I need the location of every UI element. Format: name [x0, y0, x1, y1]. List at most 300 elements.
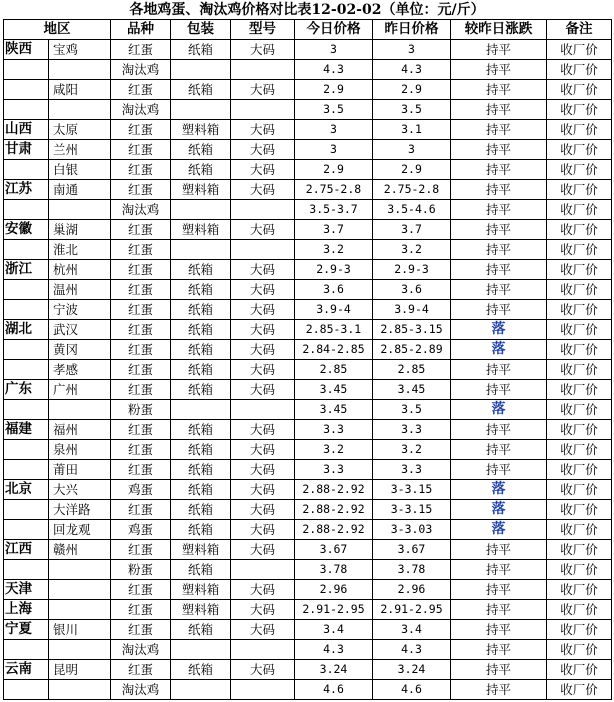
- yesterday-price-cell: 2.85-2.89: [373, 340, 451, 360]
- table-row: [4, 440, 612, 460]
- today-price-cell: 3.78: [295, 560, 373, 580]
- packaging-cell: [171, 100, 231, 120]
- size-cell: 大码: [231, 140, 295, 160]
- today-price-cell: 2.88-2.92: [295, 520, 373, 540]
- table-row: [4, 40, 612, 60]
- today-price-cell: 3.3: [295, 460, 373, 480]
- note-cell: 收厂价: [547, 540, 612, 560]
- price-table: [3, 19, 612, 700]
- city-cell: 昆明: [49, 660, 111, 680]
- city-cell: [49, 400, 111, 420]
- size-cell: 大码: [231, 220, 295, 240]
- today-price-cell: 2.88-2.92: [295, 500, 373, 520]
- size-cell: [231, 200, 295, 220]
- page-title: 各地鸡蛋、淘汰鸡价格对比表12-02-02（单位：元/斤）: [129, 2, 485, 18]
- note-cell: 收厂价: [547, 100, 612, 120]
- city-cell: 温州: [49, 280, 111, 300]
- table-row: [4, 620, 612, 640]
- city-cell: 福州: [49, 420, 111, 440]
- change-cell: 持平: [451, 260, 547, 280]
- province-cell: 安徽: [4, 220, 49, 240]
- city-cell: 太原: [49, 120, 111, 140]
- province-cell: 福建: [4, 420, 49, 440]
- packaging-cell: 纸箱: [171, 260, 231, 280]
- change-cell: 持平: [451, 600, 547, 620]
- province-cell: 天津: [4, 580, 49, 600]
- table-row: [4, 480, 612, 500]
- city-cell: 大洋路: [49, 500, 111, 520]
- change-cell: 持平: [451, 660, 547, 680]
- yesterday-price-cell: 3.1: [373, 120, 451, 140]
- packaging-cell: 纸箱: [171, 300, 231, 320]
- size-cell: [231, 400, 295, 420]
- note-cell: 收厂价: [547, 560, 612, 580]
- today-price-cell: 3.67: [295, 540, 373, 560]
- size-cell: 大码: [231, 500, 295, 520]
- variety-cell: 红蛋: [111, 140, 171, 160]
- note-cell: 收厂价: [547, 360, 612, 380]
- today-price-cell: 3.3: [295, 420, 373, 440]
- change-cell: 持平: [451, 300, 547, 320]
- city-cell: [49, 200, 111, 220]
- today-price-cell: 3: [295, 40, 373, 60]
- table-row: [4, 80, 612, 100]
- province-cell: [4, 520, 49, 540]
- note-cell: 收厂价: [547, 340, 612, 360]
- size-cell: 大码: [231, 420, 295, 440]
- city-cell: [49, 60, 111, 80]
- size-cell: [231, 240, 295, 260]
- packaging-cell: 纸箱: [171, 380, 231, 400]
- variety-cell: 红蛋: [111, 180, 171, 200]
- yesterday-price-cell: 2.85: [373, 360, 451, 380]
- header-change: 较昨日涨跌: [451, 20, 547, 40]
- table-row: [4, 360, 612, 380]
- province-cell: 浙江: [4, 260, 49, 280]
- change-cell: 持平: [451, 220, 547, 240]
- variety-cell: 红蛋: [111, 420, 171, 440]
- note-cell: 收厂价: [547, 160, 612, 180]
- province-cell: 云南: [4, 660, 49, 680]
- yesterday-price-cell: 3: [373, 40, 451, 60]
- today-price-cell: 2.9: [295, 160, 373, 180]
- today-price-cell: 3.45: [295, 400, 373, 420]
- note-cell: 收厂价: [547, 60, 612, 80]
- today-price-cell: 3.2: [295, 440, 373, 460]
- size-cell: [231, 100, 295, 120]
- change-cell: 持平: [451, 380, 547, 400]
- change-cell: 落: [451, 520, 547, 540]
- city-cell: 宝鸡: [49, 40, 111, 60]
- table-row: [4, 200, 612, 220]
- note-cell: 收厂价: [547, 200, 612, 220]
- today-price-cell: 2.85-3.1: [295, 320, 373, 340]
- table-row: [4, 680, 612, 700]
- variety-cell: 淘汰鸡: [111, 680, 171, 700]
- packaging-cell: 纸箱: [171, 80, 231, 100]
- change-cell: 持平: [451, 620, 547, 640]
- yesterday-price-cell: 2.85-3.15: [373, 320, 451, 340]
- yesterday-price-cell: 2.9-3: [373, 260, 451, 280]
- change-cell: 落: [451, 320, 547, 340]
- size-cell: 大码: [231, 540, 295, 560]
- packaging-cell: [171, 400, 231, 420]
- table-row: [4, 580, 612, 600]
- header-yesterday-price: 昨日价格: [373, 20, 451, 40]
- yesterday-price-cell: 3.5-4.6: [373, 200, 451, 220]
- yesterday-price-cell: 3-3.03: [373, 520, 451, 540]
- size-cell: 大码: [231, 480, 295, 500]
- note-cell: 收厂价: [547, 640, 612, 660]
- city-cell: 大兴: [49, 480, 111, 500]
- size-cell: [231, 680, 295, 700]
- province-cell: [4, 240, 49, 260]
- yesterday-price-cell: 3.3: [373, 420, 451, 440]
- variety-cell: 红蛋: [111, 660, 171, 680]
- packaging-cell: 纸箱: [171, 480, 231, 500]
- variety-cell: 鸡蛋: [111, 520, 171, 540]
- packaging-cell: [171, 640, 231, 660]
- change-cell: 持平: [451, 200, 547, 220]
- size-cell: [231, 60, 295, 80]
- today-price-cell: 3.2: [295, 240, 373, 260]
- city-cell: 兰州: [49, 140, 111, 160]
- yesterday-price-cell: 3.24: [373, 660, 451, 680]
- today-price-cell: 2.84-2.85: [295, 340, 373, 360]
- change-cell: 持平: [451, 460, 547, 480]
- change-cell: 持平: [451, 160, 547, 180]
- yesterday-price-cell: 3.5: [373, 100, 451, 120]
- city-cell: 赣州: [49, 540, 111, 560]
- packaging-cell: 纸箱: [171, 520, 231, 540]
- note-cell: 收厂价: [547, 660, 612, 680]
- change-cell: 持平: [451, 120, 547, 140]
- packaging-cell: 纸箱: [171, 340, 231, 360]
- today-price-cell: 2.9-3: [295, 260, 373, 280]
- today-price-cell: 3.7: [295, 220, 373, 240]
- variety-cell: 淘汰鸡: [111, 640, 171, 660]
- packaging-cell: 纸箱: [171, 320, 231, 340]
- packaging-cell: 纸箱: [171, 160, 231, 180]
- variety-cell: 淘汰鸡: [111, 60, 171, 80]
- table-row: [4, 340, 612, 360]
- yesterday-price-cell: 3.78: [373, 560, 451, 580]
- packaging-cell: 纸箱: [171, 620, 231, 640]
- packaging-cell: 纸箱: [171, 420, 231, 440]
- note-cell: 收厂价: [547, 240, 612, 260]
- city-cell: [49, 560, 111, 580]
- city-cell: [49, 580, 111, 600]
- size-cell: 大码: [231, 300, 295, 320]
- today-price-cell: 3.45: [295, 380, 373, 400]
- size-cell: [231, 560, 295, 580]
- variety-cell: 红蛋: [111, 540, 171, 560]
- variety-cell: 红蛋: [111, 160, 171, 180]
- province-cell: [4, 500, 49, 520]
- today-price-cell: 4.6: [295, 680, 373, 700]
- note-cell: 收厂价: [547, 380, 612, 400]
- table-row: [4, 280, 612, 300]
- variety-cell: 红蛋: [111, 240, 171, 260]
- city-cell: 杭州: [49, 260, 111, 280]
- table-row: [4, 600, 612, 620]
- change-cell: 持平: [451, 280, 547, 300]
- table-row: [4, 400, 612, 420]
- note-cell: 收厂价: [547, 180, 612, 200]
- header-note: 备注: [547, 20, 612, 40]
- change-cell: 持平: [451, 540, 547, 560]
- note-cell: 收厂价: [547, 680, 612, 700]
- province-cell: 江苏: [4, 180, 49, 200]
- table-body: [4, 40, 612, 700]
- size-cell: 大码: [231, 40, 295, 60]
- today-price-cell: 3.5-3.7: [295, 200, 373, 220]
- note-cell: 收厂价: [547, 140, 612, 160]
- note-cell: 收厂价: [547, 420, 612, 440]
- province-cell: [4, 300, 49, 320]
- size-cell: 大码: [231, 660, 295, 680]
- today-price-cell: 2.96: [295, 580, 373, 600]
- change-cell: 持平: [451, 440, 547, 460]
- variety-cell: 红蛋: [111, 40, 171, 60]
- today-price-cell: 3.9-4: [295, 300, 373, 320]
- city-cell: 南通: [49, 180, 111, 200]
- header-packaging: 包装: [171, 20, 231, 40]
- packaging-cell: 纸箱: [171, 40, 231, 60]
- change-cell: 持平: [451, 80, 547, 100]
- table-row: [4, 640, 612, 660]
- packaging-cell: [171, 200, 231, 220]
- yesterday-price-cell: 4.3: [373, 640, 451, 660]
- today-price-cell: 3.5: [295, 100, 373, 120]
- size-cell: 大码: [231, 160, 295, 180]
- header-size: 型号: [231, 20, 295, 40]
- table-row: [4, 460, 612, 480]
- province-cell: [4, 640, 49, 660]
- province-cell: 广东: [4, 380, 49, 400]
- table-row: [4, 220, 612, 240]
- variety-cell: 红蛋: [111, 500, 171, 520]
- province-cell: [4, 460, 49, 480]
- city-cell: 莆田: [49, 460, 111, 480]
- province-cell: [4, 560, 49, 580]
- province-cell: 上海: [4, 600, 49, 620]
- yesterday-price-cell: 3.6: [373, 280, 451, 300]
- city-cell: 淮北: [49, 240, 111, 260]
- province-cell: [4, 340, 49, 360]
- today-price-cell: 4.3: [295, 60, 373, 80]
- table-row: [4, 240, 612, 260]
- change-cell: 持平: [451, 180, 547, 200]
- size-cell: 大码: [231, 280, 295, 300]
- packaging-cell: 纸箱: [171, 460, 231, 480]
- packaging-cell: [171, 240, 231, 260]
- packaging-cell: [171, 60, 231, 80]
- province-cell: 甘肃: [4, 140, 49, 160]
- change-cell: 落: [451, 340, 547, 360]
- yesterday-price-cell: 3: [373, 140, 451, 160]
- today-price-cell: 2.91-2.95: [295, 600, 373, 620]
- variety-cell: 红蛋: [111, 380, 171, 400]
- yesterday-price-cell: 2.9: [373, 80, 451, 100]
- province-cell: [4, 80, 49, 100]
- note-cell: 收厂价: [547, 300, 612, 320]
- packaging-cell: 塑料箱: [171, 600, 231, 620]
- city-cell: 黄冈: [49, 340, 111, 360]
- yesterday-price-cell: 4.3: [373, 60, 451, 80]
- variety-cell: 红蛋: [111, 120, 171, 140]
- yesterday-price-cell: 3.45: [373, 380, 451, 400]
- city-cell: 巢湖: [49, 220, 111, 240]
- note-cell: 收厂价: [547, 320, 612, 340]
- variety-cell: 红蛋: [111, 440, 171, 460]
- today-price-cell: 2.88-2.92: [295, 480, 373, 500]
- note-cell: 收厂价: [547, 40, 612, 60]
- province-cell: [4, 400, 49, 420]
- province-cell: [4, 60, 49, 80]
- city-cell: [49, 100, 111, 120]
- variety-cell: 红蛋: [111, 460, 171, 480]
- variety-cell: 淘汰鸡: [111, 200, 171, 220]
- province-cell: [4, 160, 49, 180]
- variety-cell: 红蛋: [111, 320, 171, 340]
- yesterday-price-cell: 2.96: [373, 580, 451, 600]
- yesterday-price-cell: 4.6: [373, 680, 451, 700]
- city-cell: 武汉: [49, 320, 111, 340]
- province-cell: 山西: [4, 120, 49, 140]
- change-cell: 持平: [451, 580, 547, 600]
- city-cell: 广州: [49, 380, 111, 400]
- table-row: [4, 180, 612, 200]
- note-cell: 收厂价: [547, 580, 612, 600]
- yesterday-price-cell: 3-3.15: [373, 500, 451, 520]
- yesterday-price-cell: 3.2: [373, 240, 451, 260]
- table-row: [4, 160, 612, 180]
- variety-cell: 红蛋: [111, 300, 171, 320]
- note-cell: 收厂价: [547, 120, 612, 140]
- size-cell: 大码: [231, 580, 295, 600]
- note-cell: 收厂价: [547, 260, 612, 280]
- change-cell: 持平: [451, 560, 547, 580]
- packaging-cell: 纸箱: [171, 660, 231, 680]
- variety-cell: 红蛋: [111, 260, 171, 280]
- size-cell: 大码: [231, 80, 295, 100]
- province-cell: [4, 100, 49, 120]
- table-row: [4, 300, 612, 320]
- city-cell: 孝感: [49, 360, 111, 380]
- size-cell: 大码: [231, 360, 295, 380]
- province-cell: 宁夏: [4, 620, 49, 640]
- today-price-cell: 2.75-2.8: [295, 180, 373, 200]
- today-price-cell: 3.4: [295, 620, 373, 640]
- province-cell: 北京: [4, 480, 49, 500]
- packaging-cell: 塑料箱: [171, 220, 231, 240]
- packaging-cell: 塑料箱: [171, 180, 231, 200]
- city-cell: 银川: [49, 620, 111, 640]
- change-cell: 落: [451, 480, 547, 500]
- province-cell: 陕西: [4, 40, 49, 60]
- table-row: [4, 100, 612, 120]
- variety-cell: 粉蛋: [111, 400, 171, 420]
- city-cell: 白银: [49, 160, 111, 180]
- province-cell: [4, 280, 49, 300]
- yesterday-price-cell: 3-3.15: [373, 480, 451, 500]
- header-region: 地区: [4, 20, 111, 40]
- yesterday-price-cell: 3.7: [373, 220, 451, 240]
- change-cell: 持平: [451, 40, 547, 60]
- yesterday-price-cell: 2.9: [373, 160, 451, 180]
- packaging-cell: 纸箱: [171, 280, 231, 300]
- today-price-cell: 2.9: [295, 80, 373, 100]
- size-cell: 大码: [231, 520, 295, 540]
- packaging-cell: 塑料箱: [171, 120, 231, 140]
- yesterday-price-cell: 3.2: [373, 440, 451, 460]
- table-row: [4, 260, 612, 280]
- variety-cell: 红蛋: [111, 340, 171, 360]
- variety-cell: 红蛋: [111, 620, 171, 640]
- city-cell: 宁波: [49, 300, 111, 320]
- table-row: [4, 420, 612, 440]
- size-cell: 大码: [231, 380, 295, 400]
- size-cell: 大码: [231, 440, 295, 460]
- size-cell: 大码: [231, 260, 295, 280]
- header-today-price: 今日价格: [295, 20, 373, 40]
- note-cell: 收厂价: [547, 520, 612, 540]
- size-cell: 大码: [231, 620, 295, 640]
- change-cell: 持平: [451, 240, 547, 260]
- packaging-cell: 纸箱: [171, 440, 231, 460]
- size-cell: 大码: [231, 460, 295, 480]
- change-cell: 持平: [451, 60, 547, 80]
- size-cell: 大码: [231, 600, 295, 620]
- header-row: [4, 20, 612, 40]
- table-row: [4, 320, 612, 340]
- yesterday-price-cell: 2.75-2.8: [373, 180, 451, 200]
- city-cell: [49, 680, 111, 700]
- size-cell: 大码: [231, 120, 295, 140]
- province-cell: [4, 680, 49, 700]
- note-cell: 收厂价: [547, 80, 612, 100]
- header-variety: 品种: [111, 20, 171, 40]
- packaging-cell: 塑料箱: [171, 540, 231, 560]
- table-row: [4, 660, 612, 680]
- today-price-cell: 2.85: [295, 360, 373, 380]
- today-price-cell: 3: [295, 140, 373, 160]
- change-cell: 落: [451, 500, 547, 520]
- change-cell: 持平: [451, 640, 547, 660]
- note-cell: 收厂价: [547, 440, 612, 460]
- change-cell: 持平: [451, 140, 547, 160]
- size-cell: 大码: [231, 320, 295, 340]
- note-cell: 收厂价: [547, 400, 612, 420]
- note-cell: 收厂价: [547, 600, 612, 620]
- city-cell: 泉州: [49, 440, 111, 460]
- packaging-cell: 纸箱: [171, 560, 231, 580]
- change-cell: 持平: [451, 100, 547, 120]
- yesterday-price-cell: 3.4: [373, 620, 451, 640]
- city-cell: [49, 640, 111, 660]
- packaging-cell: [171, 680, 231, 700]
- yesterday-price-cell: 3.9-4: [373, 300, 451, 320]
- variety-cell: 红蛋: [111, 580, 171, 600]
- variety-cell: 红蛋: [111, 600, 171, 620]
- table-row: [4, 120, 612, 140]
- variety-cell: 粉蛋: [111, 560, 171, 580]
- variety-cell: 红蛋: [111, 220, 171, 240]
- table-row: [4, 140, 612, 160]
- packaging-cell: 纸箱: [171, 140, 231, 160]
- today-price-cell: 3.24: [295, 660, 373, 680]
